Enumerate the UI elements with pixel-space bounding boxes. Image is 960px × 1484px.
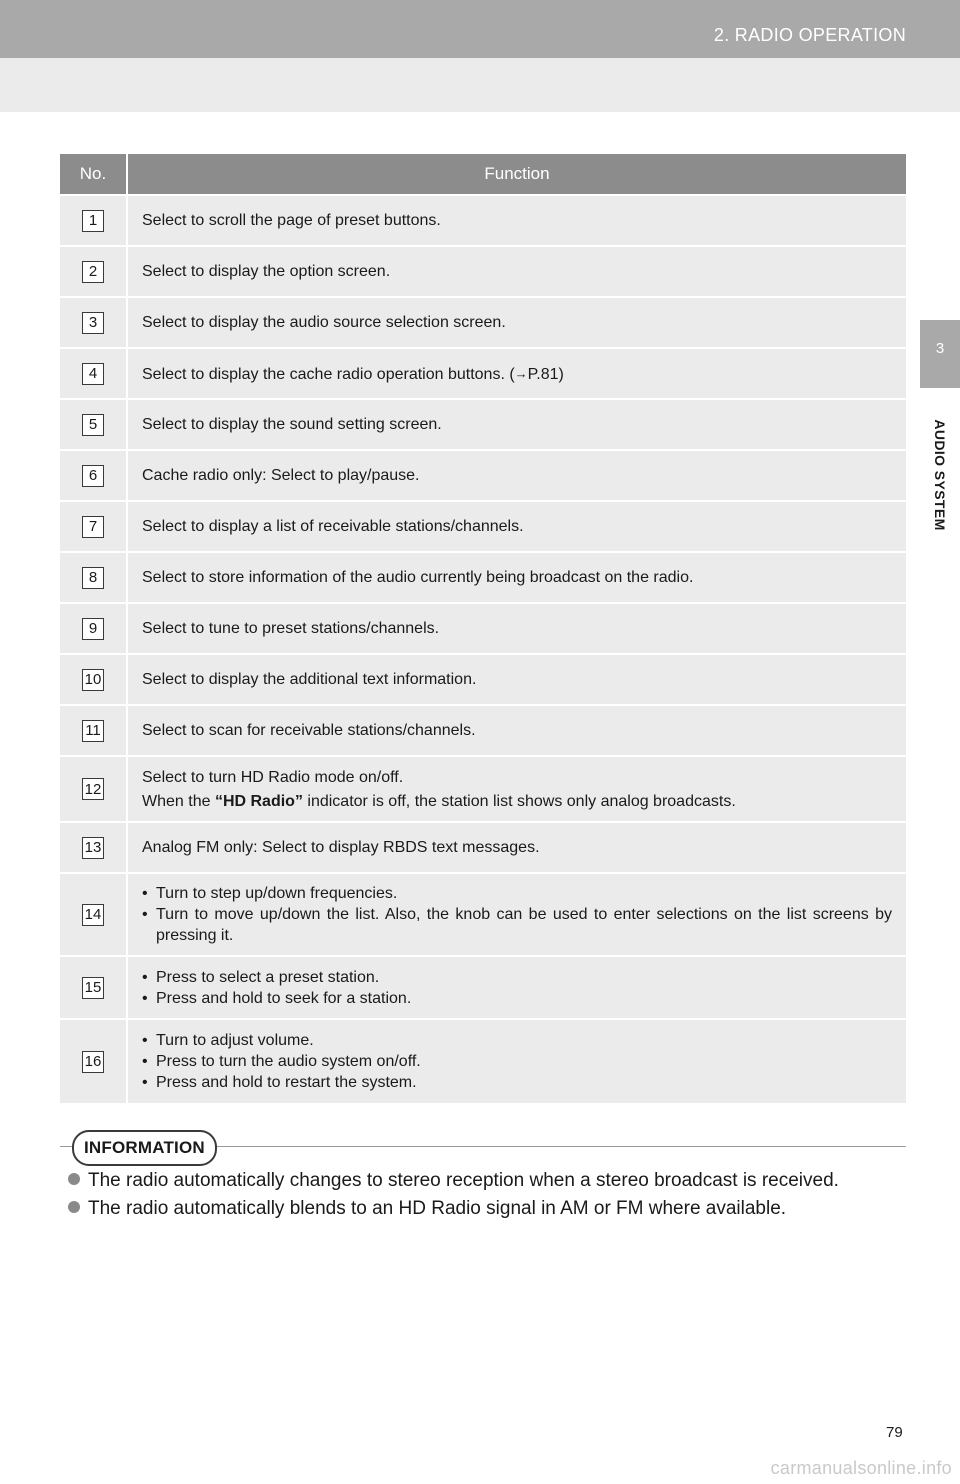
page-reference-link[interactable]: P.81) <box>527 365 564 383</box>
bullet-item: • Turn to adjust volume. <box>142 1030 892 1051</box>
number-badge: 12 <box>82 778 104 800</box>
number-badge: 13 <box>82 837 104 859</box>
bullet-item: • Turn to step up/down frequencies. <box>142 883 892 904</box>
number-badge: 1 <box>82 210 104 232</box>
function-text: Select to store information of the audio currently being broadcast on the radio. <box>127 552 906 603</box>
hd-radio-term: “HD Radio” <box>214 792 303 810</box>
table-row <box>60 195 906 246</box>
function-text: Select to scan for receivable stations/channels. <box>127 705 906 756</box>
table-row <box>60 348 906 399</box>
function-text: Analog FM only: Select to display RBDS text messages. <box>127 822 906 873</box>
function-text <box>127 956 906 1019</box>
table-row <box>60 822 906 873</box>
number-badge: 11 <box>82 720 104 742</box>
table-row <box>60 501 906 552</box>
number-badge: 10 <box>82 669 104 691</box>
number-badge: 3 <box>82 312 104 334</box>
column-header-function: Function <box>127 154 906 195</box>
bullet-item: • Press to turn the audio system on/off. <box>142 1051 892 1072</box>
information-list <box>68 1168 908 1224</box>
function-text <box>127 873 906 956</box>
number-badge: 6 <box>82 465 104 487</box>
table-row <box>60 399 906 450</box>
bullet-item: • Press to select a preset station. <box>142 967 892 988</box>
function-text: Select to turn HD Radio mode on/off. When the “HD Radio” indicator is off, the station list shows only analog broadcasts. <box>127 756 906 822</box>
table-row <box>60 705 906 756</box>
table-row <box>60 552 906 603</box>
table-row <box>60 873 906 956</box>
bullet-item: • Press and hold to restart the system. <box>142 1072 892 1093</box>
page-number: 79 <box>886 1424 903 1441</box>
information-item: The radio automatically changes to stereo reception when a stereo broadcast is received. <box>68 1168 908 1194</box>
bullet-item: • Turn to move up/down the list. Also, the knob can be used to enter selections on the list screens by pressing it. <box>142 904 892 946</box>
column-header-no: No. <box>60 154 127 195</box>
section-title: 2. RADIO OPERATION <box>713 25 906 45</box>
number-badge: 2 <box>82 261 104 283</box>
function-text: Select to display a list of receivable stations/channels. <box>127 501 906 552</box>
table-row <box>60 1019 906 1103</box>
function-text: Select to scroll the page of preset buttons. <box>127 195 906 246</box>
chapter-number: 3 <box>935 340 945 357</box>
number-badge: 4 <box>82 363 104 385</box>
function-text: Select to display the cache radio operation buttons. (→P.81) <box>127 348 906 399</box>
information-item: The radio automatically blends to an HD Radio signal in AM or FM where available. <box>68 1196 908 1222</box>
table-row <box>60 297 906 348</box>
watermark: carmanualsonline.info <box>770 1458 952 1478</box>
table-row <box>60 654 906 705</box>
function-table <box>60 154 906 1103</box>
number-badge: 5 <box>82 414 104 436</box>
information-label: INFORMATION <box>72 1130 217 1166</box>
chapter-tab <box>920 320 960 388</box>
table-row <box>60 450 906 501</box>
arrow-icon: → <box>514 365 528 381</box>
chapter-label: AUDIO SYSTEM <box>932 419 948 531</box>
number-badge: 7 <box>82 516 104 538</box>
function-text <box>127 1019 906 1103</box>
function-text: Select to display the audio source selection screen. <box>127 297 906 348</box>
number-badge: 14 <box>82 904 104 926</box>
function-text: Select to display the sound setting screen. <box>127 399 906 450</box>
table-header-row <box>60 154 906 195</box>
function-text: Select to tune to preset stations/channels. <box>127 603 906 654</box>
bullet-dot-icon <box>68 1173 80 1185</box>
number-badge: 16 <box>82 1051 104 1073</box>
bullet-item: • Press and hold to seek for a station. <box>142 988 892 1009</box>
function-text: Select to display the option screen. <box>127 246 906 297</box>
function-text: Cache radio only: Select to play/pause. <box>127 450 906 501</box>
table-row <box>60 246 906 297</box>
number-badge: 8 <box>82 567 104 589</box>
table-row <box>60 956 906 1019</box>
number-badge: 9 <box>82 618 104 640</box>
table-row <box>60 603 906 654</box>
table-row <box>60 756 906 822</box>
function-text: Select to display the additional text information. <box>127 654 906 705</box>
header-sub-band <box>0 58 960 112</box>
bullet-dot-icon <box>68 1201 80 1213</box>
number-badge: 15 <box>82 977 104 999</box>
